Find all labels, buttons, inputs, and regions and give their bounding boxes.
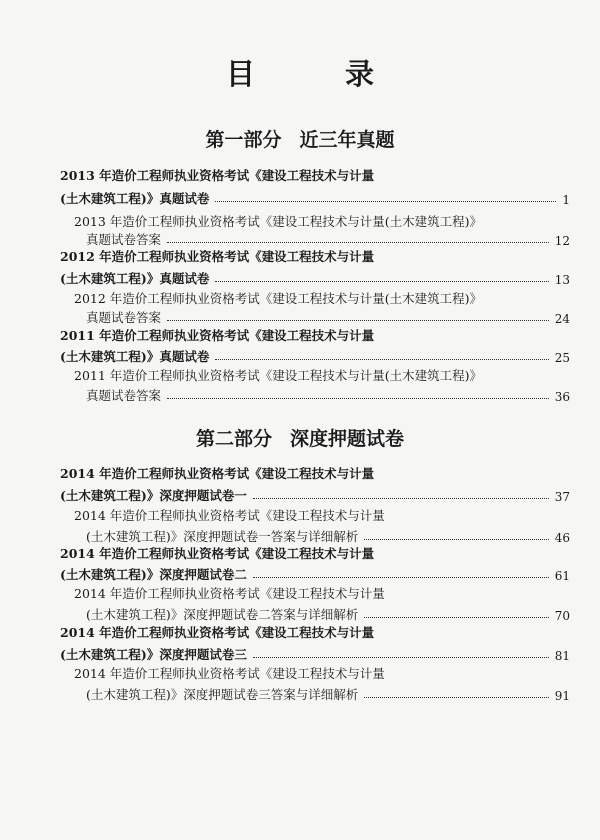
toc-entry-line1: 2011 年造价工程师执业资格考试《建设工程技术与计量 xyxy=(60,328,375,343)
toc-entry-line1: 2014 年造价工程师执业资格考试《建设工程技术与计量 xyxy=(60,546,375,561)
page-number: 1 xyxy=(562,193,570,207)
toc-entry-line2[interactable]: (土木建筑工程)》真题试卷 1 xyxy=(60,191,570,207)
toc-entry-line2[interactable]: 真题试卷答案 12 xyxy=(86,232,570,248)
part-2-label: 第二部分 xyxy=(195,428,272,450)
toc-entry-line1: 2014 年造价工程师执业资格考试《建设工程技术与计量 xyxy=(74,586,385,601)
toc-entry-line1: 2013 年造价工程师执业资格考试《建设工程技术与计量(土木建筑工程)》 xyxy=(74,214,483,229)
toc-entry-line1: 2012 年造价工程师执业资格考试《建设工程技术与计量 xyxy=(60,249,375,264)
toc-entry-line2[interactable]: (土木建筑工程)》深度押题试卷三答案与详细解析 91 xyxy=(86,687,570,703)
toc-entry-line1: 2014 年造价工程师执业资格考试《建设工程技术与计量 xyxy=(74,666,385,681)
toc-entry-line2[interactable]: (土木建筑工程)》深度押题试卷一答案与详细解析 46 xyxy=(86,529,570,545)
part-1-label: 第一部分 xyxy=(205,129,282,151)
page-number: 12 xyxy=(554,234,570,248)
page-title: 目 录 xyxy=(225,57,415,91)
part-2-name: 深度押题试卷 xyxy=(290,428,405,450)
toc-entry-line1: 2011 年造价工程师执业资格考试《建设工程技术与计量(土木建筑工程)》 xyxy=(74,368,483,383)
page-number: 24 xyxy=(554,312,570,326)
toc-entry-line2[interactable]: (土木建筑工程)》深度押题试卷三 81 xyxy=(60,647,570,663)
toc-entry-line2[interactable]: (土木建筑工程)》深度押题试卷二 61 xyxy=(60,567,570,583)
toc-entry-line2[interactable]: (土木建筑工程)》深度押题试卷一 37 xyxy=(60,488,570,504)
toc-entry-line2[interactable]: 真题试卷答案 36 xyxy=(86,388,570,404)
page-number: 81 xyxy=(554,649,570,663)
page-number: 70 xyxy=(554,609,570,623)
toc-entry-line2[interactable]: (土木建筑工程)》真题试卷 25 xyxy=(60,349,570,365)
part-2-title xyxy=(0,424,600,451)
page-number: 13 xyxy=(554,273,570,287)
toc-entry-line2[interactable]: (土木建筑工程)》深度押题试卷二答案与详细解析 70 xyxy=(86,607,570,623)
page-number: 36 xyxy=(554,390,570,404)
page-number: 46 xyxy=(554,531,570,545)
toc-entry-line2[interactable]: (土木建筑工程)》真题试卷 13 xyxy=(60,271,570,287)
toc-entry-line1: 2013 年造价工程师执业资格考试《建设工程技术与计量 xyxy=(60,168,375,183)
toc-entry-line1: 2014 年造价工程师执业资格考试《建设工程技术与计量 xyxy=(60,625,375,640)
page-number: 25 xyxy=(554,351,570,365)
part-1-title xyxy=(0,125,600,152)
page-number: 91 xyxy=(554,689,570,703)
part-1-name: 近三年真题 xyxy=(299,129,395,151)
toc-entry-line2[interactable]: 真题试卷答案 24 xyxy=(86,310,570,326)
page-number: 61 xyxy=(554,569,570,583)
toc-entry-line1: 2014 年造价工程师执业资格考试《建设工程技术与计量 xyxy=(60,466,375,481)
page-number: 37 xyxy=(554,490,570,504)
toc-entry-line1: 2012 年造价工程师执业资格考试《建设工程技术与计量(土木建筑工程)》 xyxy=(74,291,483,306)
toc-entry-line1: 2014 年造价工程师执业资格考试《建设工程技术与计量 xyxy=(74,508,385,523)
